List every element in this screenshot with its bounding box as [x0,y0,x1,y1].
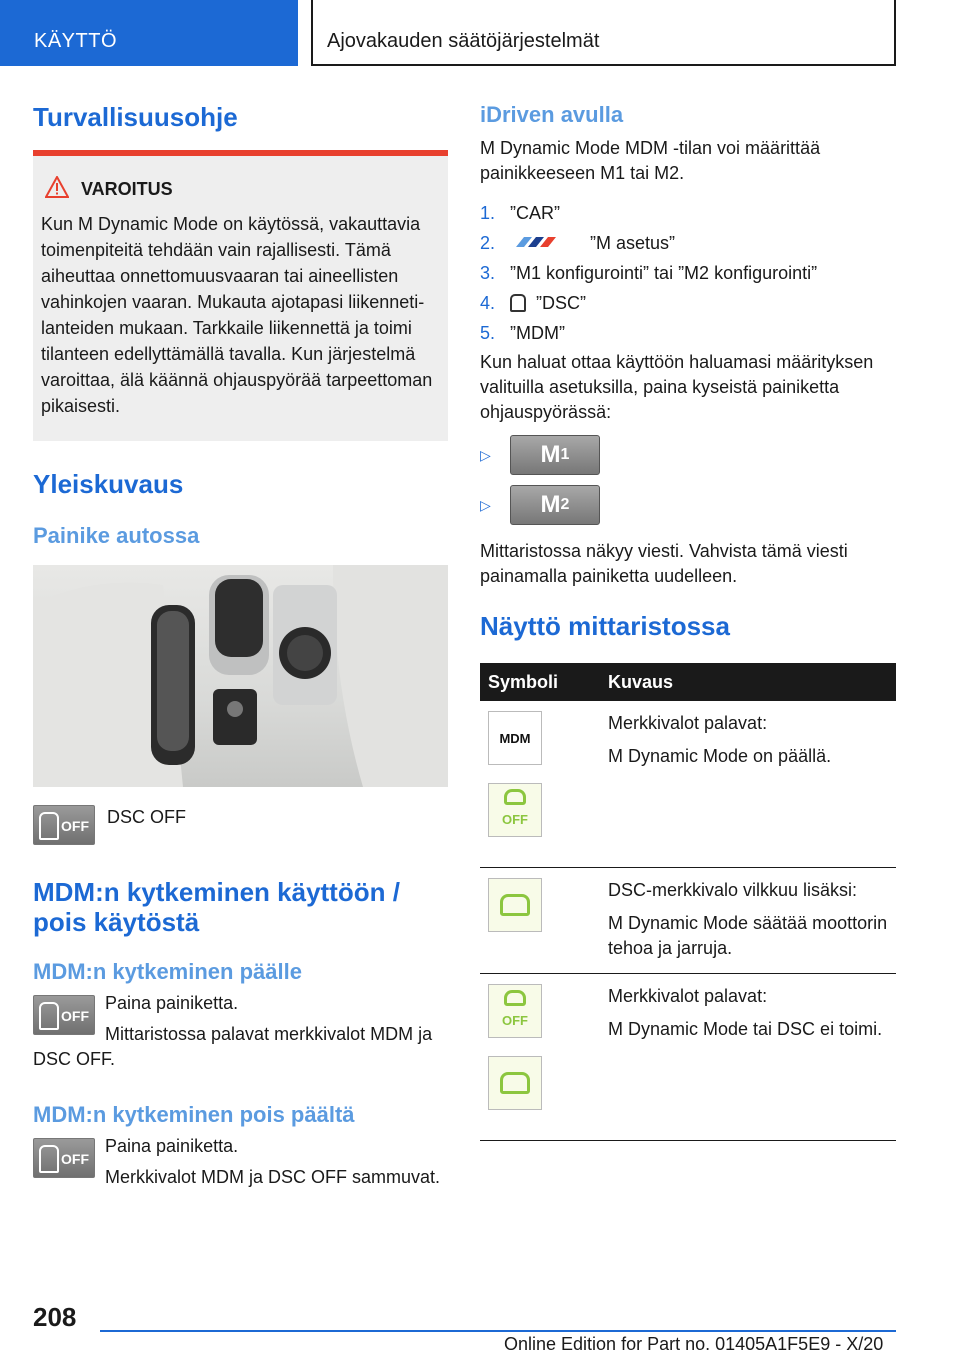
dsc-off-indicator-icon: OFF [488,783,542,837]
warning-title: VAROITUS [81,179,173,199]
dsc-indicator-icon [488,878,542,932]
mdm-on-step: Paina painiketta. [105,993,239,1013]
list-item: 4. ”DSC” [480,293,586,313]
after-steps-text: Kun haluat ottaa käyttöön haluamasi määrityksen valituilla asetuksilla, paina kyseistä painiketta ohjauspyörässä: [480,352,874,422]
triangle-bullet-icon: ▷ [480,496,491,513]
list-item: 2. ”M asetus” [480,228,896,258]
mdm-toggle-title: MDM:n kytkeminen käyttöön / pois käytöstä [33,877,400,937]
m2-bullet [480,485,896,525]
safety-title: Turvallisuusohje [33,102,238,132]
chapter-tab: Ajovakauden säätöjärjestelmät [311,0,896,66]
list-item: 1. ”CAR” [480,203,560,223]
overview-title: Yleiskuvaus [33,469,184,499]
mdm-indicator-icon: MDM [488,711,542,765]
dsc-off-button-icon: OFF [33,805,95,845]
mdm-off-title: MDM:n kytkeminen pois päältä [33,1102,355,1127]
mdm-off-result: Merkkivalot MDM ja DSC OFF sammuvat. [105,1167,441,1187]
dsc-indicator-icon [488,1056,542,1110]
right-column [480,100,896,1141]
mdm-on-title: MDM:n kytkeminen päälle [33,959,302,984]
symbol-table [480,663,896,1141]
mdm-on-result: Mittaristossa palavat merkkivalot MDM ja DSC OFF. [33,1024,433,1069]
dsc-off-label: DSC OFF [107,807,186,827]
warning-icon [45,176,69,203]
center-console-photo [33,565,448,787]
column-header-description: Kuvaus [600,663,896,701]
m2-button-icon: M 2 [510,485,600,525]
mdm-off-step: Paina painiketta. [105,1136,239,1156]
page-number: 208 [33,1302,77,1332]
idrive-intro: M Dynamic Mode MDM ‑tilan voi määrittää painikkeeseen M1 tai M2. [480,138,821,183]
steps-list [480,198,896,348]
triangle-bullet-icon: ▷ [480,446,491,463]
footer-divider [100,1330,896,1332]
warning-box [33,150,448,441]
m1-bullet [480,435,896,475]
dsc-off-button-icon: OFF [33,1138,95,1178]
table-row: OFF Merkkivalot palavat: M Dynamic Mode tai DSC ei toimi. [480,974,896,1141]
left-column [33,100,448,1190]
warning-body: Kun M Dynamic Mode on käytössä, vakauttavia toimenpiteitä tehdään vain rajallisesti. Tämä aiheuttaa onnettomuusvaaran tai aineellisten vahinkojen vaaran. Mukauta ajotapasi liikennetilanteiden mukaan. Tarkkaile liikennettä ja toimi tilanteen edellyttämällä tavalla. Kun järjestelmä varoittaa, älä käännä ohjauspyörää tarpeettoman pikaisesti. [41,214,433,416]
table-row: MDM OFF Merkkivalot palavat: M Dynamic Mode on päällä. [480,701,896,868]
idrive-title: iDriven avulla [480,102,624,127]
column-header-symbol: Symboli [480,663,600,701]
button-title: Painike autossa [33,523,200,548]
confirm-text: Mittaristossa näkyy viesti. Vahvista tämä viesti painamalla painiketta uudelleen. [480,541,848,586]
list-item: 3. ”M1 konfigurointi” tai ”M2 konfigurointi” [480,263,818,283]
m1-button-icon: M 1 [510,435,600,475]
display-title: Näyttö mittaristossa [480,611,730,641]
m-stripes-icon [510,228,566,258]
page-header [0,0,960,66]
edition-text: Online Edition for Part no. 01405A1F5E9 - X/20 [504,1334,884,1354]
dsc-car-icon [510,294,526,312]
section-tab: KÄYTTÖ [0,0,298,66]
dsc-off-button-icon: OFF [33,995,95,1035]
table-row: DSC-merkkivalo vilkkuu lisäksi: M Dynamic Mode säätää moottorin tehoa ja jarruja. [480,868,896,974]
list-item: 5. ”MDM” [480,323,565,343]
dsc-off-indicator-icon: OFF [488,984,542,1038]
